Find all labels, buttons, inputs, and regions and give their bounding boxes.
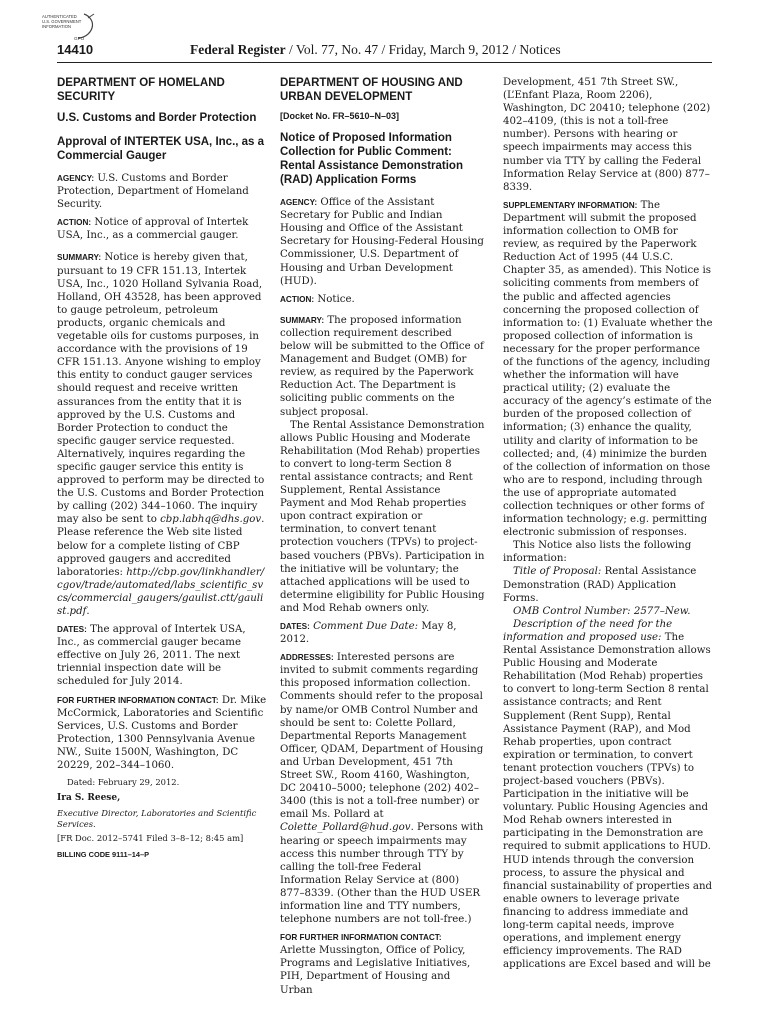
dates-text: The approval of Intertek USA, Inc., as commercial gauger became effective on July 26, 2011. The next triennial inspection date will be scheduled for July 2014. [57, 624, 246, 688]
addresses-label: ADDRESSES: [280, 653, 334, 663]
comment-due-label: Comment Due Date: [309, 621, 419, 632]
publication-name: Federal Register [190, 42, 286, 57]
description-paragraph [503, 618, 713, 972]
fr-doc-line: [FR Doc. 2012–5741 Filed 3–8–12; 8:45 am] [57, 833, 244, 844]
gpo-authentication-seal [40, 10, 100, 44]
hud-agency-paragraph [280, 196, 485, 288]
hud-dates-text: May 8, 2012. [280, 621, 457, 646]
seal-gpo: GPO [74, 36, 85, 41]
column-2 [280, 76, 485, 1002]
dates-paragraph [57, 623, 267, 688]
agency-text: U.S. Customs and Border Protection, Department of Homeland Security. [57, 173, 249, 211]
hud-summary-label: SUMMARY: [280, 315, 325, 325]
agency-label: AGENCY: [57, 174, 95, 183]
addresses-text: Interested persons are invited to submit comments regarding this proposed information collection. Comments should refer to the proposal by name/or OMB Control Number and should be sent to: Colette Pollard, Departmental Reports Management Officer, QDAM, Department of Housing and Urban Development, 451 7th Street SW., Room 4160, Washington, DC 20410–5000; telephone (202) 402–3400 (this is not a toll-free number) or email Ms. Pollard at [280, 652, 484, 821]
billing-code: BILLING CODE 9111–14–P [57, 850, 150, 860]
summary-text-2: . Please reference the Web site listed below for a complete listing of CBP approved gaugers and accredited laboratories: [57, 514, 265, 578]
contact-continued: Development, 451 7th Street SW., (L’Enfant Plaza, Room 2206), Washington, DC 20410; telephone (202) 402–4109, (this is not a toll-free number). Persons with hearing or speech impairments may access this number via TTY by calling the Federal Information Relay Service at (800) 877–8339. [503, 77, 711, 193]
running-header [190, 42, 561, 58]
summary-text: Notice is hereby given that, pursuant to 19 CFR 151.13, Intertek USA, Inc., 1020 Holland Sylvania Road, Holland, OH 43528, has been approved to gauge petroleum, petroleum products, organic chemicals and vegetable oils for customs purposes, in accordance with the provisions of 19 CFR 151.13. Anyone wishing to employ this entity to conduct gauger services should request and receive written assurances from the entity that it is approved by the U.S. Customs and Border Protection to conduct the specific gauger service requested. Alternatively, inquires regarding the specific gauger service this entity is approved to perform may be directed to the U.S. Customs and Border Protection by calling (202) 344–1060. The inquiry may also be sent to [57, 252, 265, 526]
description-text: The Rental Assistance Demonstration allows Public Housing and Moderate Rehabilitation (Mod Rehab) properties to convert to long-term Section 8 rental assistance contracts; and Rent Supplement (Rent Supp), Rental Assistance Payment (RAP), and Mod Rehab properties, upon contract expiration or termination, to convert tenant protection vouchers (TPVs) to project-based vouchers (PBVs). Participation in the initiative will be voluntary. Public Housing Agencies and Mod Rehab owners interested in participating in the Demonstration are required to submit applications to HUD. HUD intends through the conversion process, to assure the physical and financial sustainability of properties and enable owners to leverage private financing to address immediate and long-term capital needs, improve operations, and implement energy efficiency improvements. The RAD applications are Excel based and will be [503, 631, 713, 971]
hud-action-label: ACTION: [280, 294, 315, 304]
contact-label: FOR FURTHER INFORMATION CONTACT: [57, 695, 219, 705]
signer-name: Ira S. Reese, [57, 793, 121, 804]
docket-number: [Docket No. FR–5610–N–03] [280, 111, 400, 121]
omb-number-text: 2577–New. [630, 605, 691, 617]
omb-number-paragraph [503, 605, 713, 618]
pollard-email-link[interactable]: Colette_Pollard@hud.gov [280, 822, 411, 834]
hud-summary-text: The proposed information collection requirement described below will be submitted to the Office of Management and Budget (OMB) for review, as required by the Paperwork Reduction Act. The Department is soliciting public comments on the subject proposal. [280, 314, 484, 418]
supplementary-text: The Department will submit the proposed information collection to OMB for review, as required by the Paperwork Reduction Act of 1995 (44 U.S.C. Chapter 35, as amended). This Notice is soliciting comments from members of the public and affected agencies concerning the proposed collection of information to: (1) Evaluate whether the proposed collection of information is necessary for the proper performance of the functions of the agency, including whether the information will have practical utility; (2) evaluate the accuracy of the agency’s estimate of the burden of the proposed collection of information; (3) enhance the quality, utility and clarity of information to be collected; and, (4) minimize the burden of the collection of information on those who are to respond, including through the use of appropriate automated collection techniques or other forms of information technology; e.g. permitting electronic submission of responses. [503, 199, 713, 539]
signer-title: Executive Director, Laboratories and Scientific Services. [57, 808, 257, 830]
gauger-list-url[interactable]: http://cbp.gov/linkhandler/cgov/trade/automated/labs_scientific_svcs/commercial_gaugers/gaulist.ctt/gaulist.pdf [57, 566, 265, 617]
dates-label: DATES: [57, 625, 87, 635]
also-lists-paragraph: This Notice also lists the following information: [503, 540, 692, 565]
action-label: ACTION: [57, 218, 92, 228]
supplementary-label: SUPPLEMENTARY INFORMATION: [503, 200, 638, 210]
agency-paragraph [57, 172, 267, 211]
hud-dates-paragraph [280, 620, 485, 646]
hud-summary-paragraph [280, 314, 485, 419]
hud-agency-text: Office of the Assistant Secretary for Public and Indian Housing and Office of the Assistant Secretary for Housing-Federal Housing Commissioner, U.S. Department of Housing and Urban Development (HUD). [280, 197, 484, 287]
summary-end: . [86, 606, 90, 617]
hud-contact-text: Arlette Mussington, Office of Policy, Programs and Legislative Initiatives, PIH, Department of Housing and Urban [280, 945, 471, 996]
supplementary-paragraph [503, 199, 713, 539]
rad-notice-title: Notice of Proposed Information Collection for Public Comment: Rental Assistance Demonstration (RAD) Application Forms [280, 132, 463, 187]
hud-contact-label: FOR FURTHER INFORMATION CONTACT: [280, 933, 442, 943]
contact-paragraph [57, 694, 267, 773]
hud-action-paragraph [280, 293, 485, 306]
cbp-email-link[interactable]: cbp.labhq@dhs.gov [160, 514, 262, 526]
hud-action-text: Notice. [314, 293, 355, 305]
hud-summary-paragraph-2: The Rental Assistance Demonstration allows Public Housing and Moderate Rehabilitation (Mod Rehab) properties to convert to long-term Section 8 rental assistance contracts; and Rent Supplement, Rental Assistance Payment and Mod Rehab properties upon contract expiration or termination, to convert tenant protection vouchers (TPVs) to project-based vouchers (PBVs). Participation in the initiative will be voluntary; the attached applications will be used to determine eligibility for Public Housing and Mod Rehab owners only. [280, 419, 485, 614]
seal-line-1: AUTHENTICATED [42, 14, 77, 19]
header-rule [57, 62, 712, 63]
addresses-paragraph [280, 651, 485, 926]
intertek-notice-title: Approval of INTERTEK USA, Inc., as a Commercial Gauger [57, 136, 265, 162]
summary-label: SUMMARY: [57, 253, 102, 263]
cbp-agency-heading: U.S. Customs and Border Protection [57, 112, 257, 124]
column-1 [57, 76, 267, 861]
proposal-title-label: Title of Proposal: [513, 566, 602, 578]
proposal-title-paragraph [503, 565, 713, 604]
contact-text: Dr. Mike McCormick, Laboratories and Scientific Services, U.S. Customs and Border Protection, 1300 Pennsylvania Avenue NW., Suite 1500N, Washington, DC 20229, 202–344–1060. [57, 694, 267, 772]
hud-department-heading: DEPARTMENT OF HOUSING AND URBAN DEVELOPMENT [280, 77, 463, 103]
dated-line: Dated: February 29, 2012. [67, 777, 180, 788]
dhs-department-heading: DEPARTMENT OF HOMELAND SECURITY [57, 77, 225, 103]
seal-line-2: U.S. GOVERNMENT [42, 19, 82, 24]
page-number: 14410 [57, 42, 94, 57]
action-text: Notice of approval of Intertek USA, Inc., as a commercial gauger. [57, 217, 249, 242]
hud-dates-label: DATES: [280, 622, 310, 631]
action-paragraph [57, 216, 267, 242]
summary-paragraph [57, 251, 267, 618]
addresses-text-2: . Persons with hearing or speech impairments may access this number through TTY by calling the toll-free Federal Information Relay Service at (800) 877–8339. (Other than the HUD USER information line and TTY numbers, telephone numbers are not toll-free.) [280, 822, 484, 926]
column-3 [503, 76, 713, 971]
seal-line-3: INFORMATION [42, 24, 71, 29]
proposal-title-text: Rental Assistance Demonstration (RAD) Application Forms. [503, 566, 697, 604]
description-label: Description of the need for the information and proposed use: [503, 618, 673, 643]
issue-info: / Vol. 77, No. 47 / Friday, March 9, 2012 / Notices [285, 42, 561, 57]
omb-number-label: OMB Control Number: [513, 605, 631, 617]
hud-agency-label: AGENCY: [280, 198, 318, 208]
